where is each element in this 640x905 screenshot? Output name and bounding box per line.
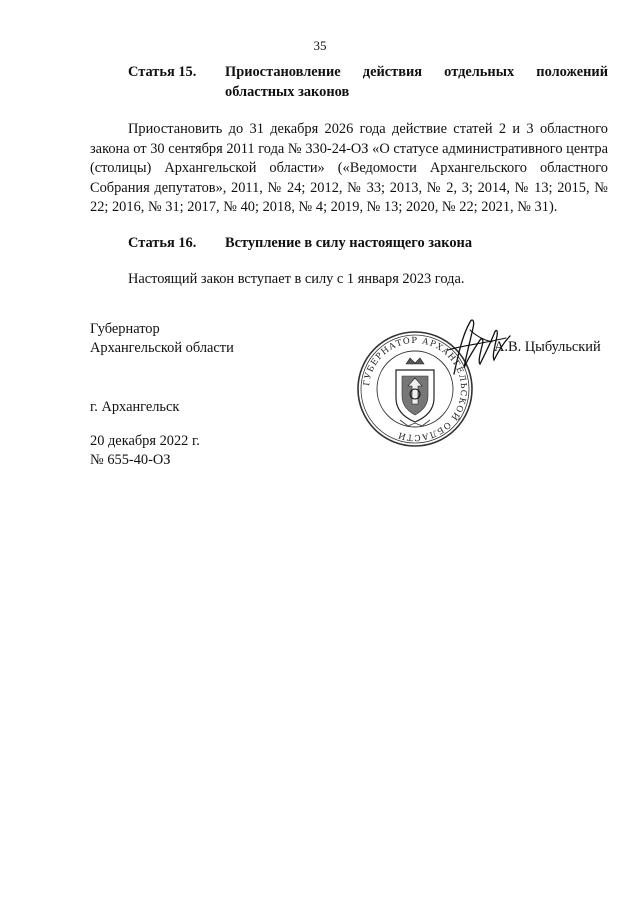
article-15-text: Приостановить до 31 декабря 2026 года действие статей 2 и 3 областного закона от 30 сентября 2011 года № 330-24-ОЗ «О статусе административного центра (столицы) Архангельской области» («Ведомости Архангельского областного Собрания депутатов», 2011, № 24; 2012, № 33; 2013, № 2, 3; 2014, № 13; 2015, № 22; 2016, № 31; 2017, № 40; 2018, № 4; 2019, № 13; 2020, № 22; 2021, № 31). [90,121,608,215]
svg-text:ГУБЕРНАТОР АРХАНГЕЛЬСКОЙ ОБЛАС: ГУБЕРНАТОР АРХАНГЕЛЬСКОЙ ОБЛАСТИ [361,334,470,444]
governor-title-line2: Архангельской области [90,340,234,356]
article-15-title: Приостановление действия отдельных положений областных законов [225,64,608,100]
governor-title-line1: Губернатор [90,321,160,337]
article-16-title: Вступление в силу настоящего закона [225,235,473,251]
governor-name: А.В. Цыбульский [494,339,601,355]
article-15-number: Статья 15. [128,64,197,80]
article-16-number: Статья 16. [128,235,197,251]
article-16-text: Настоящий закон вступает в силу с 1 января 2023 года. [128,271,465,287]
place-of-signing: г. Архангельск [90,399,180,415]
article-15-heading [128,62,608,102]
article-16-heading [128,233,608,253]
law-number: № 655-40-ОЗ [90,452,171,468]
signing-date: 20 декабря 2022 г. [90,433,200,449]
page-number: 35 [313,38,327,53]
